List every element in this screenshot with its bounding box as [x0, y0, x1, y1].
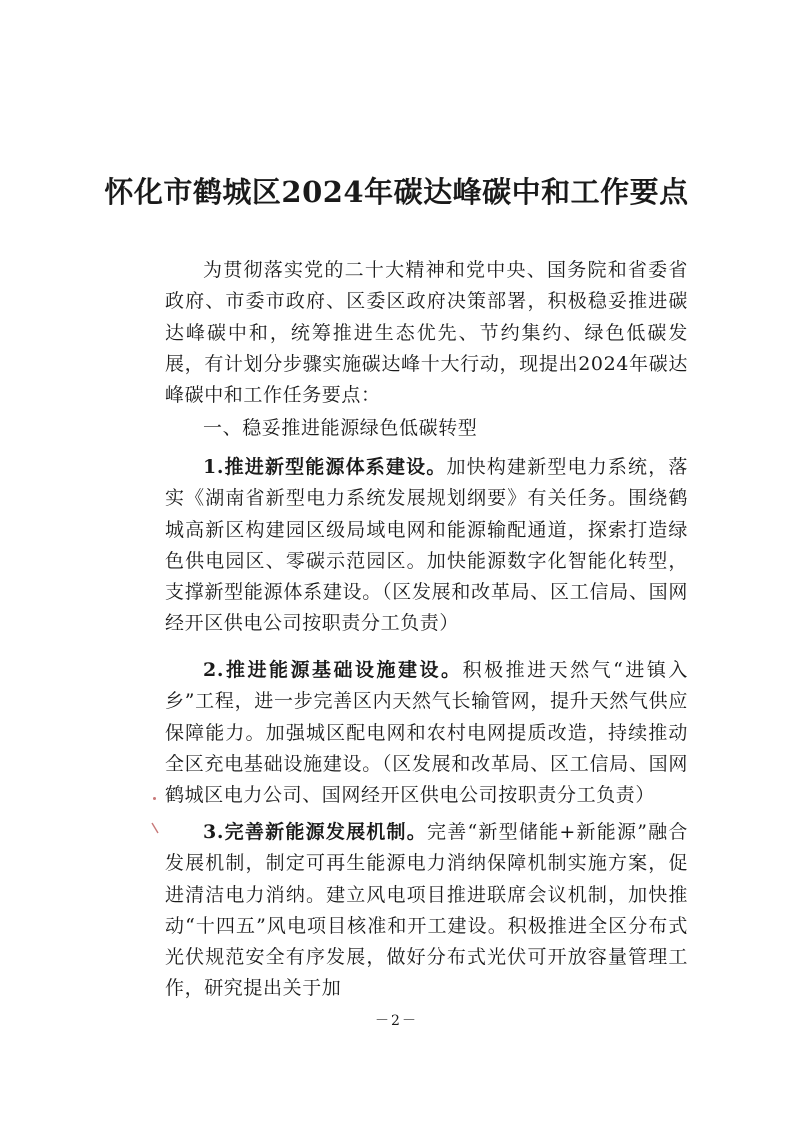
- task-item-3-text: 完善“新型储能+新能源”融合发展机制，制定可再生能源电力消纳保障机制实施方案，促进清洁电力消纳。建立风电项目推进联席会议机制，加快推动“十四五”风电项目核准和开工建设。积极推进全区分布式光伏规范安全有序发展，做好分布式光伏可开放容量管理工作，研究提出关于加: [165, 821, 688, 1000]
- scan-speck: [153, 797, 156, 800]
- task-item-1-text: 加快构建新型电力系统，落实《湖南省新型电力系统发展规划纲要》有关任务。围绕鹤城高新区构建园区级局域电网和能源输配通道，探索打造绿色供电园区、零碳示范园区。加快能源数字化智能化转型，支撑新型能源体系建设。（区发展和改革局、区工信局、国网经开区供电公司按职责分工负责）: [165, 456, 688, 635]
- task-item-2-text: 积极推进天然气“进镇入乡”工程，进一步完善区内天然气长输管网，提升天然气供应保障能力。加强城区配电网和农村电网提质改造，持续推动全区充电基础设施建设。（区发展和改革局、区工信局、国网鹤城区电力公司、国网经开区供电公司按职责分工负责）: [165, 659, 688, 807]
- scan-mark: [151, 822, 159, 834]
- task-item-1-lead: 1.推进新型能源体系建设。: [203, 456, 447, 478]
- page-number: －2－: [375, 1013, 418, 1029]
- task-item-2-lead: 2.推进能源基础设施建设。: [203, 659, 463, 681]
- section-heading: 一、稳妥推进能源绿色低碳转型: [203, 417, 478, 439]
- task-item-3: [165, 817, 688, 1005]
- intro-paragraph: 为贯彻落实党的二十大精神和党中央、国务院和省委省政府、市委市政府、区委区政府决策部署，积极稳妥推进碳达峰碳中和，统筹推进生态优先、节约集约、绿色低碳发展，有计划分步骤实施碳达峰十大行动，现提出2024年碳达峰碳中和工作任务要点：: [165, 259, 688, 407]
- task-item-2: [165, 655, 688, 811]
- task-item-3-lead: 3.完善新能源发展机制。: [203, 821, 428, 843]
- document-title: 怀化市鹤城区2024年碳达峰碳中和工作要点: [104, 175, 689, 209]
- task-item-1: [165, 452, 688, 640]
